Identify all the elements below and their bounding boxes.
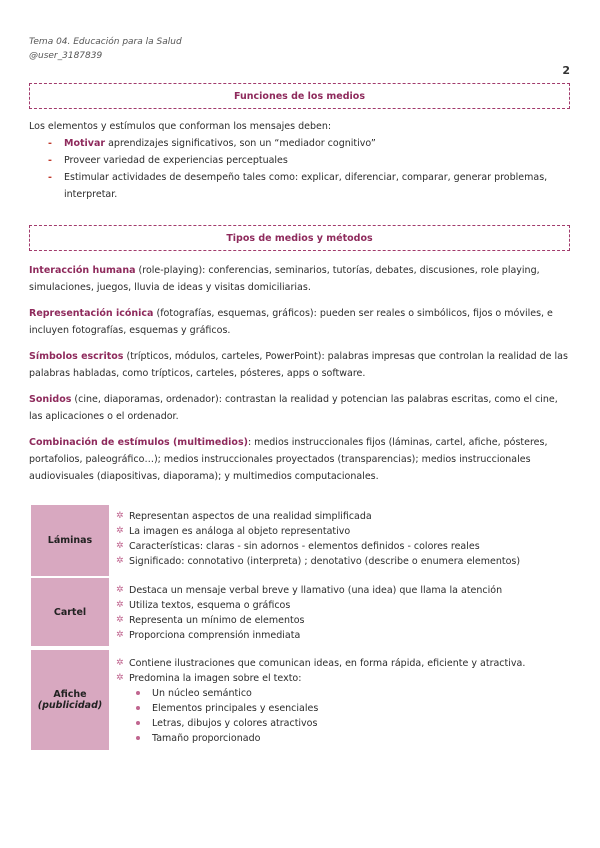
item-text: Letras, dibujos y colores atractivos [152,718,318,729]
header-topic: Tema 04. Educación para la Salud [29,37,182,47]
section1-bullet-list [48,135,568,203]
item-text: Características: claras - sin adornos - elementos definidos - colores reales [129,541,480,552]
paragraph-representacion [29,305,571,339]
dot-bullet-icon [136,736,140,740]
item-text: Proporciona comprensión inmediata [129,630,301,641]
table-label-cartel [31,578,109,646]
row-label: Láminas [47,535,93,546]
row-label: Cartel [53,606,87,618]
paragraph-simbolos [29,348,571,382]
list-item [48,135,568,152]
highlight-term: Motivar [64,138,106,149]
list-item [116,524,566,539]
dot-bullet-icon [136,691,140,695]
table-label-laminas [31,505,109,576]
section-title-tipos [29,225,570,251]
item-text: Predomina la imagen sobre el texto: [129,673,302,684]
list-item [116,613,566,628]
list-item [116,554,566,569]
item-text: Destaca un mensaje verbal breve y llamativo (una idea) que llama la atención [129,585,503,596]
list-item [116,509,566,524]
item-text: Representan aspectos de una realidad simplificada [129,511,372,522]
list-item [116,628,566,643]
section1-intro: Los elementos y estímulos que conforman los mensajes deben: [29,121,332,132]
paragraph-text: (role-playing): conferencias, seminarios, tutorías, debates, discusiones, role playing, simulaciones, juegos, lluvia de ideas y visitas domiciliarias. [29,265,540,293]
paragraph-term: Interacción humana [29,265,136,276]
star-bullet-icon: ✲ [116,600,124,610]
list-item [116,583,566,598]
item-text: Significado: connotativo (interpreta) ; denotativo (describe o enumera elementos) [129,556,521,567]
row-label-sub: (publicidad) [37,700,103,711]
list-item [116,598,566,613]
star-bullet-icon: ✲ [116,526,124,536]
star-bullet-icon: ✲ [116,673,124,683]
list-item [116,731,566,746]
list-item [48,152,568,169]
item-text: Utiliza textos, esquema o gráficos [129,600,291,611]
page-number: 2 [562,64,570,77]
paragraph-text: (fotografías, esquemas, gráficos): pueden ser reales o simbólicos, fijos o móviles, e incluyen fotografías, esquemas y gráficos. [29,308,553,336]
table-label-afiche [31,650,109,750]
star-bullet-icon: ✲ [116,630,124,640]
dot-bullet-icon [136,706,140,710]
dash-bullet-icon: - [48,138,52,149]
bullet-text: aprendizajes significativos, son un “mediador cognitivo” [105,138,376,149]
star-bullet-icon: ✲ [116,585,124,595]
paragraph-multimedios [29,434,571,485]
list-item [116,701,566,716]
list-item [116,716,566,731]
dot-bullet-icon [136,721,140,725]
item-text: La imagen es análoga al objeto representativo [129,526,351,537]
item-text: Un núcleo semántico [152,688,252,699]
list-item [116,671,566,686]
star-bullet-icon: ✲ [116,511,124,521]
bullet-text: Estimular actividades de desempeño tales como: explicar, diferenciar, comparar, generar problemas, interpretar. [64,172,548,200]
paragraph-text: : medios instruccionales fijos (láminas, cartel, afiche, pósteres, portafolios, paleográfico…); medios instruccionales proyectados (transparencias); medios instruccionales audiovisuales (diapositivas, diaporama); y multimedios computacionales. [29,437,548,482]
star-bullet-icon: ✲ [116,658,124,668]
table-row-laminas [116,509,566,569]
item-text: Contiene ilustraciones que comunican ideas, en forma rápida, eficiente y atractiva. [129,658,526,669]
header-user: @user_3187839 [29,51,103,61]
section-title-text: Funciones de los medios [233,90,365,102]
list-item [48,169,568,203]
list-item [116,686,566,701]
item-text: Elementos principales y esenciales [152,703,319,714]
section-title-text: Tipos de medios y métodos [226,232,373,244]
item-text: Representa un mínimo de elementos [129,615,305,626]
paragraph-interaccion [29,262,571,296]
table-row-cartel [116,583,566,643]
paragraph-term: Símbolos escritos [29,351,124,362]
star-bullet-icon: ✲ [116,615,124,625]
section-title-funciones [29,83,570,109]
paragraph-text: (cine, diaporamas, ordenador): contrastan la realidad y potencian las palabras escritas, como el cine, las aplicaciones o el ordenador. [29,394,558,422]
star-bullet-icon: ✲ [116,541,124,551]
row-label: Afiche [53,689,87,700]
paragraph-term: Sonidos [29,394,72,405]
paragraph-text: (trípticos, módulos, carteles, PowerPoint): palabras impresas que controlan la realidad de las palabras habladas, como trípticos, carteles, pósteres, apps o software. [29,351,568,379]
paragraph-term: Combinación de estímulos (multimedios) [29,437,248,448]
dash-bullet-icon: - [48,155,52,166]
paragraph-sonidos [29,391,571,425]
table-row-afiche [116,656,566,746]
star-bullet-icon: ✲ [116,556,124,566]
list-item [116,656,566,671]
item-text: Tamaño proporcionado [152,733,261,744]
paragraph-term: Representación icónica [29,308,154,319]
dash-bullet-icon: - [48,172,52,183]
bullet-text: Proveer variedad de experiencias perceptuales [64,155,288,166]
list-item [116,539,566,554]
